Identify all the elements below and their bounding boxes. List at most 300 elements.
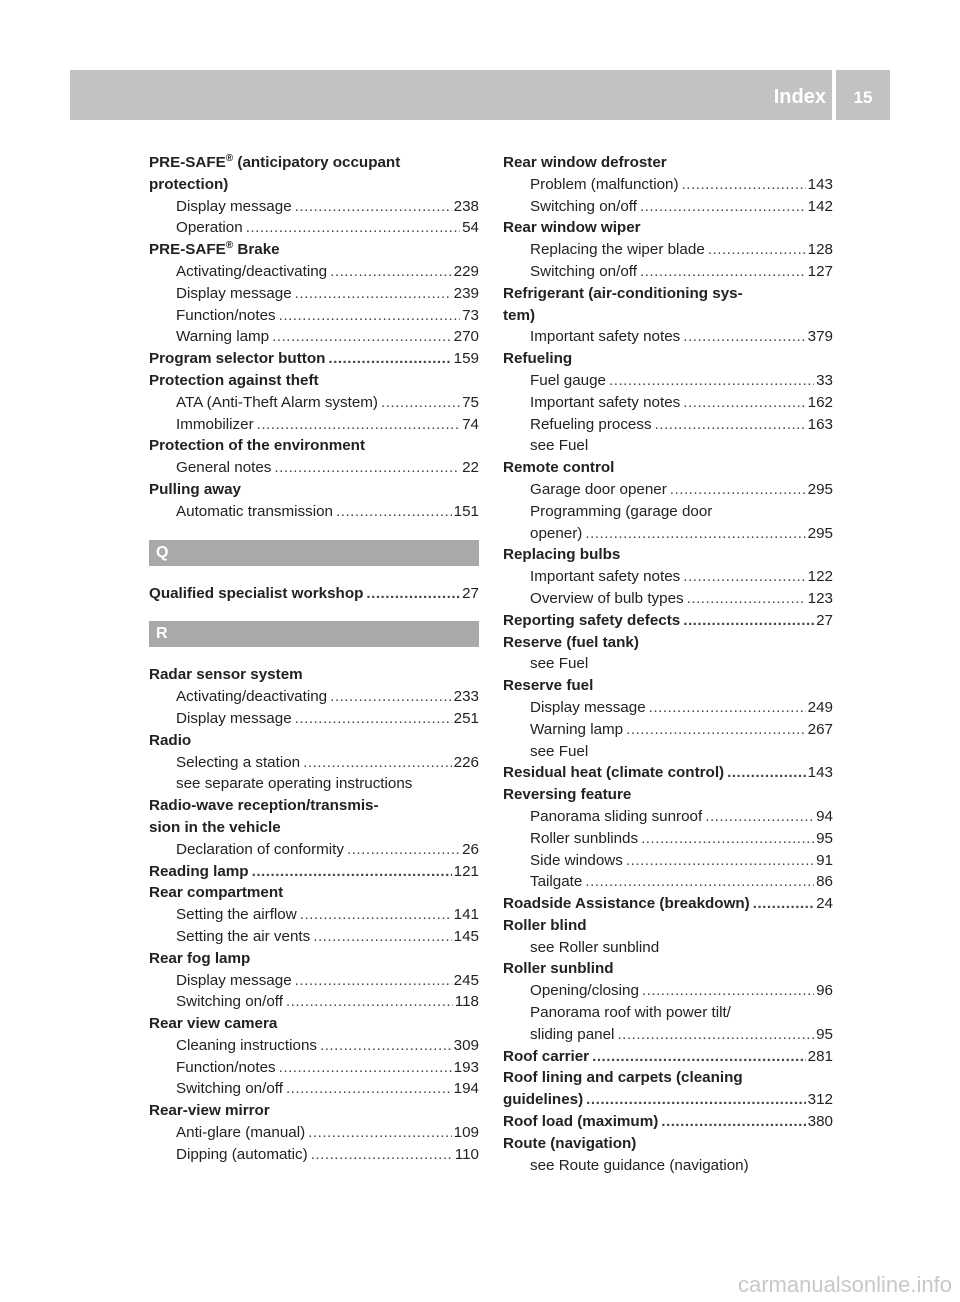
index-subentry[interactable] <box>149 1122 479 1144</box>
dot-leader <box>661 1111 805 1133</box>
page-reference[interactable]: 143 <box>807 764 833 782</box>
entry-label <box>503 634 639 651</box>
registered-mark: ® <box>225 153 234 164</box>
dot-leader <box>705 806 814 828</box>
entry-label <box>176 752 300 774</box>
entry-text: see Route guidance (navigation) <box>530 1156 749 1174</box>
entry-text: Display message <box>176 197 292 215</box>
entry-text: see Roller sunblind <box>530 938 660 956</box>
index-subentry[interactable] <box>149 752 479 774</box>
index-column-right <box>503 152 833 1176</box>
index-entry[interactable] <box>503 1089 833 1111</box>
page-reference[interactable]: 194 <box>453 1080 479 1098</box>
dot-leader <box>682 174 806 196</box>
entry-label <box>176 326 269 348</box>
entry-text: Switching on/off <box>530 262 637 280</box>
page-reference[interactable]: 95 <box>816 1025 833 1043</box>
entry-text: Important safety notes <box>530 328 681 346</box>
index-subentry[interactable] <box>149 283 479 305</box>
dot-leader <box>640 261 806 283</box>
entry-label <box>530 523 582 545</box>
entry-label <box>530 697 646 719</box>
entry-text: protection) <box>149 175 229 193</box>
spacer <box>149 566 479 583</box>
page-reference[interactable]: 109 <box>453 1124 479 1142</box>
page-reference[interactable]: 96 <box>816 982 833 1000</box>
entry-text: Important safety notes <box>530 393 681 411</box>
index-entry[interactable] <box>503 1046 833 1068</box>
entry-label <box>503 893 750 915</box>
entry-text: Setting the airflow <box>176 906 297 924</box>
entry-text: Qualified specialist workshop <box>149 584 364 602</box>
entry-label <box>530 850 623 872</box>
entry-text: Radio <box>149 731 192 749</box>
entry-label <box>530 196 637 218</box>
dot-leader <box>708 239 806 261</box>
dot-leader <box>313 926 451 948</box>
index-subentry[interactable] <box>503 566 833 588</box>
page-reference[interactable]: 380 <box>807 1113 833 1131</box>
index-subentry <box>503 937 833 959</box>
entry-label <box>176 1057 276 1079</box>
page-reference[interactable]: 91 <box>816 851 833 869</box>
entry-text: Function/notes <box>176 306 276 324</box>
index-subentry[interactable] <box>149 686 479 708</box>
index-entry <box>503 784 833 806</box>
entry-text-rest: Brake <box>233 241 280 259</box>
entry-label <box>176 1122 305 1144</box>
index-subentry[interactable] <box>503 326 833 348</box>
index-subentry[interactable] <box>503 414 833 436</box>
entry-label <box>176 457 271 479</box>
entry-text: Rear-view mirror <box>149 1102 270 1120</box>
index-subentry[interactable] <box>149 501 479 523</box>
page-reference[interactable]: 141 <box>453 906 479 924</box>
page-reference[interactable]: 24 <box>816 895 833 913</box>
entry-label <box>176 708 292 730</box>
index-subentry <box>503 653 833 675</box>
page-reference[interactable]: 26 <box>462 840 479 858</box>
index-entry <box>149 239 479 261</box>
dot-leader <box>626 850 814 872</box>
entry-text: Roof lining and carpets (cleaning <box>503 1069 743 1087</box>
entry-label <box>503 917 587 934</box>
page-reference[interactable]: 193 <box>453 1058 479 1076</box>
dot-leader <box>609 370 814 392</box>
entry-text: Rear compartment <box>149 884 284 902</box>
dot-leader <box>683 392 805 414</box>
page-reference[interactable]: 27 <box>816 611 833 629</box>
index-entry <box>149 664 479 686</box>
index-subentry[interactable] <box>149 1035 479 1057</box>
index-subentry[interactable] <box>503 850 833 872</box>
dot-leader <box>246 217 460 239</box>
entry-text: Reserve (fuel tank) <box>503 633 639 651</box>
entry-label <box>149 861 249 883</box>
entry-text: guidelines) <box>503 1091 584 1109</box>
entry-text: Roof load (maximum) <box>503 1113 659 1131</box>
entry-label <box>530 588 684 610</box>
page-reference[interactable]: 229 <box>453 262 479 280</box>
entry-label <box>503 786 631 803</box>
entry-text: Display message <box>530 698 646 716</box>
entry-text: Reading lamp <box>149 862 249 880</box>
entry-text: Setting the air vents <box>176 927 311 945</box>
entry-text: Switching on/off <box>176 993 283 1011</box>
page-reference[interactable]: 159 <box>453 350 479 368</box>
page-reference[interactable]: 245 <box>453 971 479 989</box>
entry-text: Cleaning instructions <box>176 1036 317 1054</box>
entry-text: PRE-SAFE <box>149 241 226 259</box>
index-subentry[interactable] <box>503 719 833 741</box>
entry-text: Residual heat (climate control) <box>503 764 725 782</box>
dot-leader <box>683 326 805 348</box>
entry-text: Tailgate <box>530 873 583 891</box>
index-subentry[interactable] <box>149 1078 479 1100</box>
index-entry <box>503 457 833 479</box>
page-reference[interactable]: 94 <box>816 807 833 825</box>
entry-label <box>503 154 667 171</box>
index-entry[interactable] <box>149 861 479 883</box>
entry-label <box>530 806 702 828</box>
entry-label <box>503 285 743 302</box>
entry-text: Refueling process <box>530 415 652 433</box>
index-entry <box>149 948 479 970</box>
index-subentry[interactable] <box>503 806 833 828</box>
dot-leader <box>295 708 452 730</box>
entry-text: Roof carrier <box>503 1047 590 1065</box>
page-reference[interactable]: 27 <box>462 584 479 602</box>
dot-leader <box>328 348 451 370</box>
index-entry <box>149 795 479 817</box>
entry-label <box>530 174 679 196</box>
entry-label <box>149 950 250 967</box>
entry-label <box>530 503 712 520</box>
index-entry <box>503 152 833 174</box>
entry-label <box>176 501 333 523</box>
entry-label <box>149 176 228 193</box>
dot-leader <box>303 752 452 774</box>
entry-text: Roller blind <box>503 916 587 934</box>
dot-leader <box>336 501 452 523</box>
entry-text: Rear fog lamp <box>149 949 251 967</box>
index-entry <box>503 1067 833 1089</box>
section-title: Index <box>773 86 826 108</box>
page-reference[interactable]: 295 <box>807 480 833 498</box>
entry-text: Replacing the wiper blade <box>530 241 705 259</box>
entry-label <box>176 686 327 708</box>
entry-label <box>530 1024 614 1046</box>
entry-label <box>176 970 292 992</box>
entry-label <box>176 217 243 239</box>
index-subentry[interactable] <box>149 305 479 327</box>
page-reference[interactable]: 309 <box>453 1036 479 1054</box>
dot-leader <box>753 893 814 915</box>
entry-label <box>176 196 292 218</box>
entry-label <box>503 459 614 476</box>
entry-label <box>503 546 620 563</box>
index-entry[interactable] <box>149 583 479 605</box>
entry-label <box>503 1089 583 1111</box>
index-entry <box>503 1133 833 1155</box>
entry-text: Reversing feature <box>503 786 632 804</box>
index-subentry[interactable] <box>503 828 833 850</box>
index-entry[interactable] <box>503 762 833 784</box>
entry-label <box>530 828 638 850</box>
entry-label <box>176 1078 283 1100</box>
index-entry[interactable] <box>503 1111 833 1133</box>
page-reference[interactable]: 151 <box>453 502 479 520</box>
entry-label <box>503 1111 658 1133</box>
registered-mark: ® <box>225 240 234 252</box>
page-reference[interactable]: 75 <box>462 393 479 411</box>
entry-text: Garage door opener <box>530 480 667 498</box>
index-column-left <box>149 152 479 1166</box>
entry-text: Selecting a station <box>176 753 301 771</box>
index-subentry[interactable] <box>503 479 833 501</box>
index-entry <box>503 217 833 239</box>
index-entry[interactable] <box>149 348 479 370</box>
entry-label <box>176 926 310 948</box>
entry-label <box>176 392 378 414</box>
dot-leader <box>257 414 460 436</box>
page-reference[interactable]: 54 <box>462 219 479 237</box>
entry-label <box>176 414 254 436</box>
page-reference[interactable]: 162 <box>807 393 833 411</box>
dot-leader <box>727 762 806 784</box>
index-subentry[interactable] <box>149 1057 479 1079</box>
index-entry <box>149 370 479 392</box>
index-entry <box>149 1013 479 1035</box>
page-reference[interactable]: 251 <box>453 709 479 727</box>
index-subentry[interactable] <box>503 174 833 196</box>
dot-leader <box>640 196 806 218</box>
entry-text: tem) <box>503 306 536 324</box>
index-subentry[interactable] <box>503 523 833 545</box>
index-entry <box>503 348 833 370</box>
entry-label <box>530 939 659 956</box>
page-reference[interactable]: 281 <box>807 1047 833 1065</box>
page-reference[interactable]: 267 <box>807 720 833 738</box>
index-subentry[interactable] <box>149 196 479 218</box>
index-subentry[interactable] <box>503 239 833 261</box>
dot-leader <box>295 970 452 992</box>
page-reference[interactable]: 295 <box>807 524 833 542</box>
page-reference[interactable]: 127 <box>807 262 833 280</box>
index-subentry[interactable] <box>149 1144 479 1166</box>
index-subentry[interactable] <box>503 697 833 719</box>
index-subentry[interactable] <box>149 326 479 348</box>
entry-text: Refrigerant (air-conditioning sys- <box>503 284 743 302</box>
page-number: 15 <box>836 70 890 120</box>
entry-label <box>503 350 572 367</box>
index-entry <box>503 915 833 937</box>
entry-text: Roadside Assistance (breakdown) <box>503 895 750 913</box>
dot-leader <box>626 719 806 741</box>
page-reference[interactable]: 74 <box>462 415 479 433</box>
entry-label <box>530 261 637 283</box>
dot-leader <box>586 1089 805 1111</box>
dot-leader <box>308 1122 452 1144</box>
dot-leader <box>655 414 806 436</box>
page-reference[interactable]: 33 <box>816 371 833 389</box>
index-subentry <box>503 1002 833 1024</box>
entry-label <box>530 479 667 501</box>
page-reference[interactable]: 226 <box>453 753 479 771</box>
page-reference[interactable]: 145 <box>453 927 479 945</box>
index-subentry <box>503 501 833 523</box>
page-reference[interactable]: 118 <box>454 993 479 1011</box>
page-reference[interactable]: 312 <box>807 1091 833 1109</box>
entry-label <box>503 610 680 632</box>
dot-leader <box>295 283 452 305</box>
entry-label <box>530 414 652 436</box>
entry-label <box>530 437 588 454</box>
page-reference[interactable]: 379 <box>807 328 833 346</box>
entry-label <box>149 154 400 171</box>
index-subentry[interactable] <box>503 196 833 218</box>
index-subentry <box>149 773 479 795</box>
index-subentry[interactable] <box>503 261 833 283</box>
entry-text: see Fuel <box>530 742 589 760</box>
page-reference[interactable]: 110 <box>454 1145 479 1163</box>
page-reference[interactable]: 86 <box>816 873 833 891</box>
entry-text: Protection of the environment <box>149 437 366 455</box>
index-entry <box>149 730 479 752</box>
entry-label <box>176 991 283 1013</box>
page-reference[interactable]: 142 <box>807 197 833 215</box>
index-subentry[interactable] <box>149 926 479 948</box>
entry-text: see Fuel <box>530 655 589 673</box>
index-entry <box>503 632 833 654</box>
index-subentry[interactable] <box>503 588 833 610</box>
entry-label <box>530 326 680 348</box>
entry-label <box>149 241 280 258</box>
dot-leader <box>683 566 805 588</box>
index-entry <box>503 544 833 566</box>
entry-text: Route (navigation) <box>503 1134 637 1152</box>
index-subentry[interactable] <box>503 1024 833 1046</box>
entry-text: Radar sensor system <box>149 666 303 684</box>
page-reference[interactable]: 122 <box>807 568 833 586</box>
dot-leader <box>320 1035 452 1057</box>
index-subentry[interactable] <box>149 970 479 992</box>
dot-leader <box>330 686 452 708</box>
index-subentry[interactable] <box>503 871 833 893</box>
index-entry <box>503 305 833 327</box>
dot-leader <box>381 392 460 414</box>
index-entry[interactable] <box>503 893 833 915</box>
entry-label <box>176 839 344 861</box>
index-subentry[interactable] <box>149 414 479 436</box>
entry-label <box>176 261 327 283</box>
index-subentry <box>503 741 833 763</box>
page-reference[interactable]: 238 <box>453 197 479 215</box>
entry-text: ATA (Anti-Theft Alarm system) <box>176 393 378 411</box>
entry-label <box>149 884 283 901</box>
entry-text: Warning lamp <box>530 720 624 738</box>
entry-label <box>176 904 297 926</box>
entry-text: Reserve fuel <box>503 677 594 695</box>
page-reference[interactable]: 239 <box>453 284 479 302</box>
entry-text: Display message <box>176 709 292 727</box>
index-entry <box>149 435 479 457</box>
entry-text: Switching on/off <box>530 197 637 215</box>
entry-text: Opening/closing <box>530 982 639 1000</box>
entry-label <box>149 797 379 814</box>
page-reference[interactable]: 163 <box>807 415 833 433</box>
index-subentry[interactable] <box>149 261 479 283</box>
entry-label <box>503 307 535 324</box>
index-subentry[interactable] <box>149 457 479 479</box>
index-subentry[interactable] <box>149 904 479 926</box>
index-subentry[interactable] <box>149 708 479 730</box>
dot-leader <box>641 828 814 850</box>
dot-leader <box>300 904 452 926</box>
page-reference[interactable]: 128 <box>807 241 833 259</box>
entry-label <box>503 677 593 694</box>
index-entry[interactable] <box>503 610 833 632</box>
entry-text: Overview of bulb types <box>530 589 684 607</box>
entry-text: Activating/deactivating <box>176 262 328 280</box>
page-reference[interactable]: 249 <box>807 698 833 716</box>
dot-leader <box>592 1046 806 1068</box>
index-subentry[interactable] <box>503 392 833 414</box>
page-reference[interactable]: 121 <box>453 862 479 880</box>
page-reference[interactable]: 270 <box>453 328 479 346</box>
entry-label <box>149 583 363 605</box>
entry-label <box>149 732 191 749</box>
entry-text: Fuel gauge <box>530 371 606 389</box>
page-reference[interactable]: 233 <box>453 688 479 706</box>
entry-text: Immobilizer <box>176 415 254 433</box>
entry-label <box>149 1102 270 1119</box>
page-reference[interactable]: 123 <box>807 589 833 607</box>
page-reference[interactable]: 22 <box>462 459 479 477</box>
dot-leader <box>687 588 806 610</box>
dot-leader <box>286 1078 452 1100</box>
dot-leader <box>347 839 460 861</box>
page-reference[interactable]: 73 <box>462 306 479 324</box>
dot-leader <box>274 457 460 479</box>
entry-label <box>530 980 639 1002</box>
letter-heading: R <box>149 621 479 647</box>
entry-label <box>176 305 276 327</box>
index-subentry[interactable] <box>503 980 833 1002</box>
entry-label <box>176 1144 308 1166</box>
entry-label <box>530 1004 731 1021</box>
index-subentry[interactable] <box>149 217 479 239</box>
entry-label <box>503 1135 636 1152</box>
index-subentry[interactable] <box>149 839 479 861</box>
index-entry <box>149 152 479 174</box>
index-subentry[interactable] <box>149 991 479 1013</box>
entry-label <box>149 372 319 389</box>
entry-text: General notes <box>176 459 272 477</box>
page-reference[interactable]: 143 <box>807 175 833 193</box>
page-reference[interactable]: 95 <box>816 829 833 847</box>
entry-text: PRE-SAFE <box>149 154 226 171</box>
entry-text: opener) <box>530 524 583 542</box>
dot-leader <box>585 523 805 545</box>
entry-label <box>530 719 623 741</box>
entry-text: Important safety notes <box>530 568 681 586</box>
entry-label <box>530 370 606 392</box>
index-subentry[interactable] <box>149 392 479 414</box>
index-subentry[interactable] <box>503 370 833 392</box>
entry-label <box>149 666 303 683</box>
entry-label <box>530 392 680 414</box>
